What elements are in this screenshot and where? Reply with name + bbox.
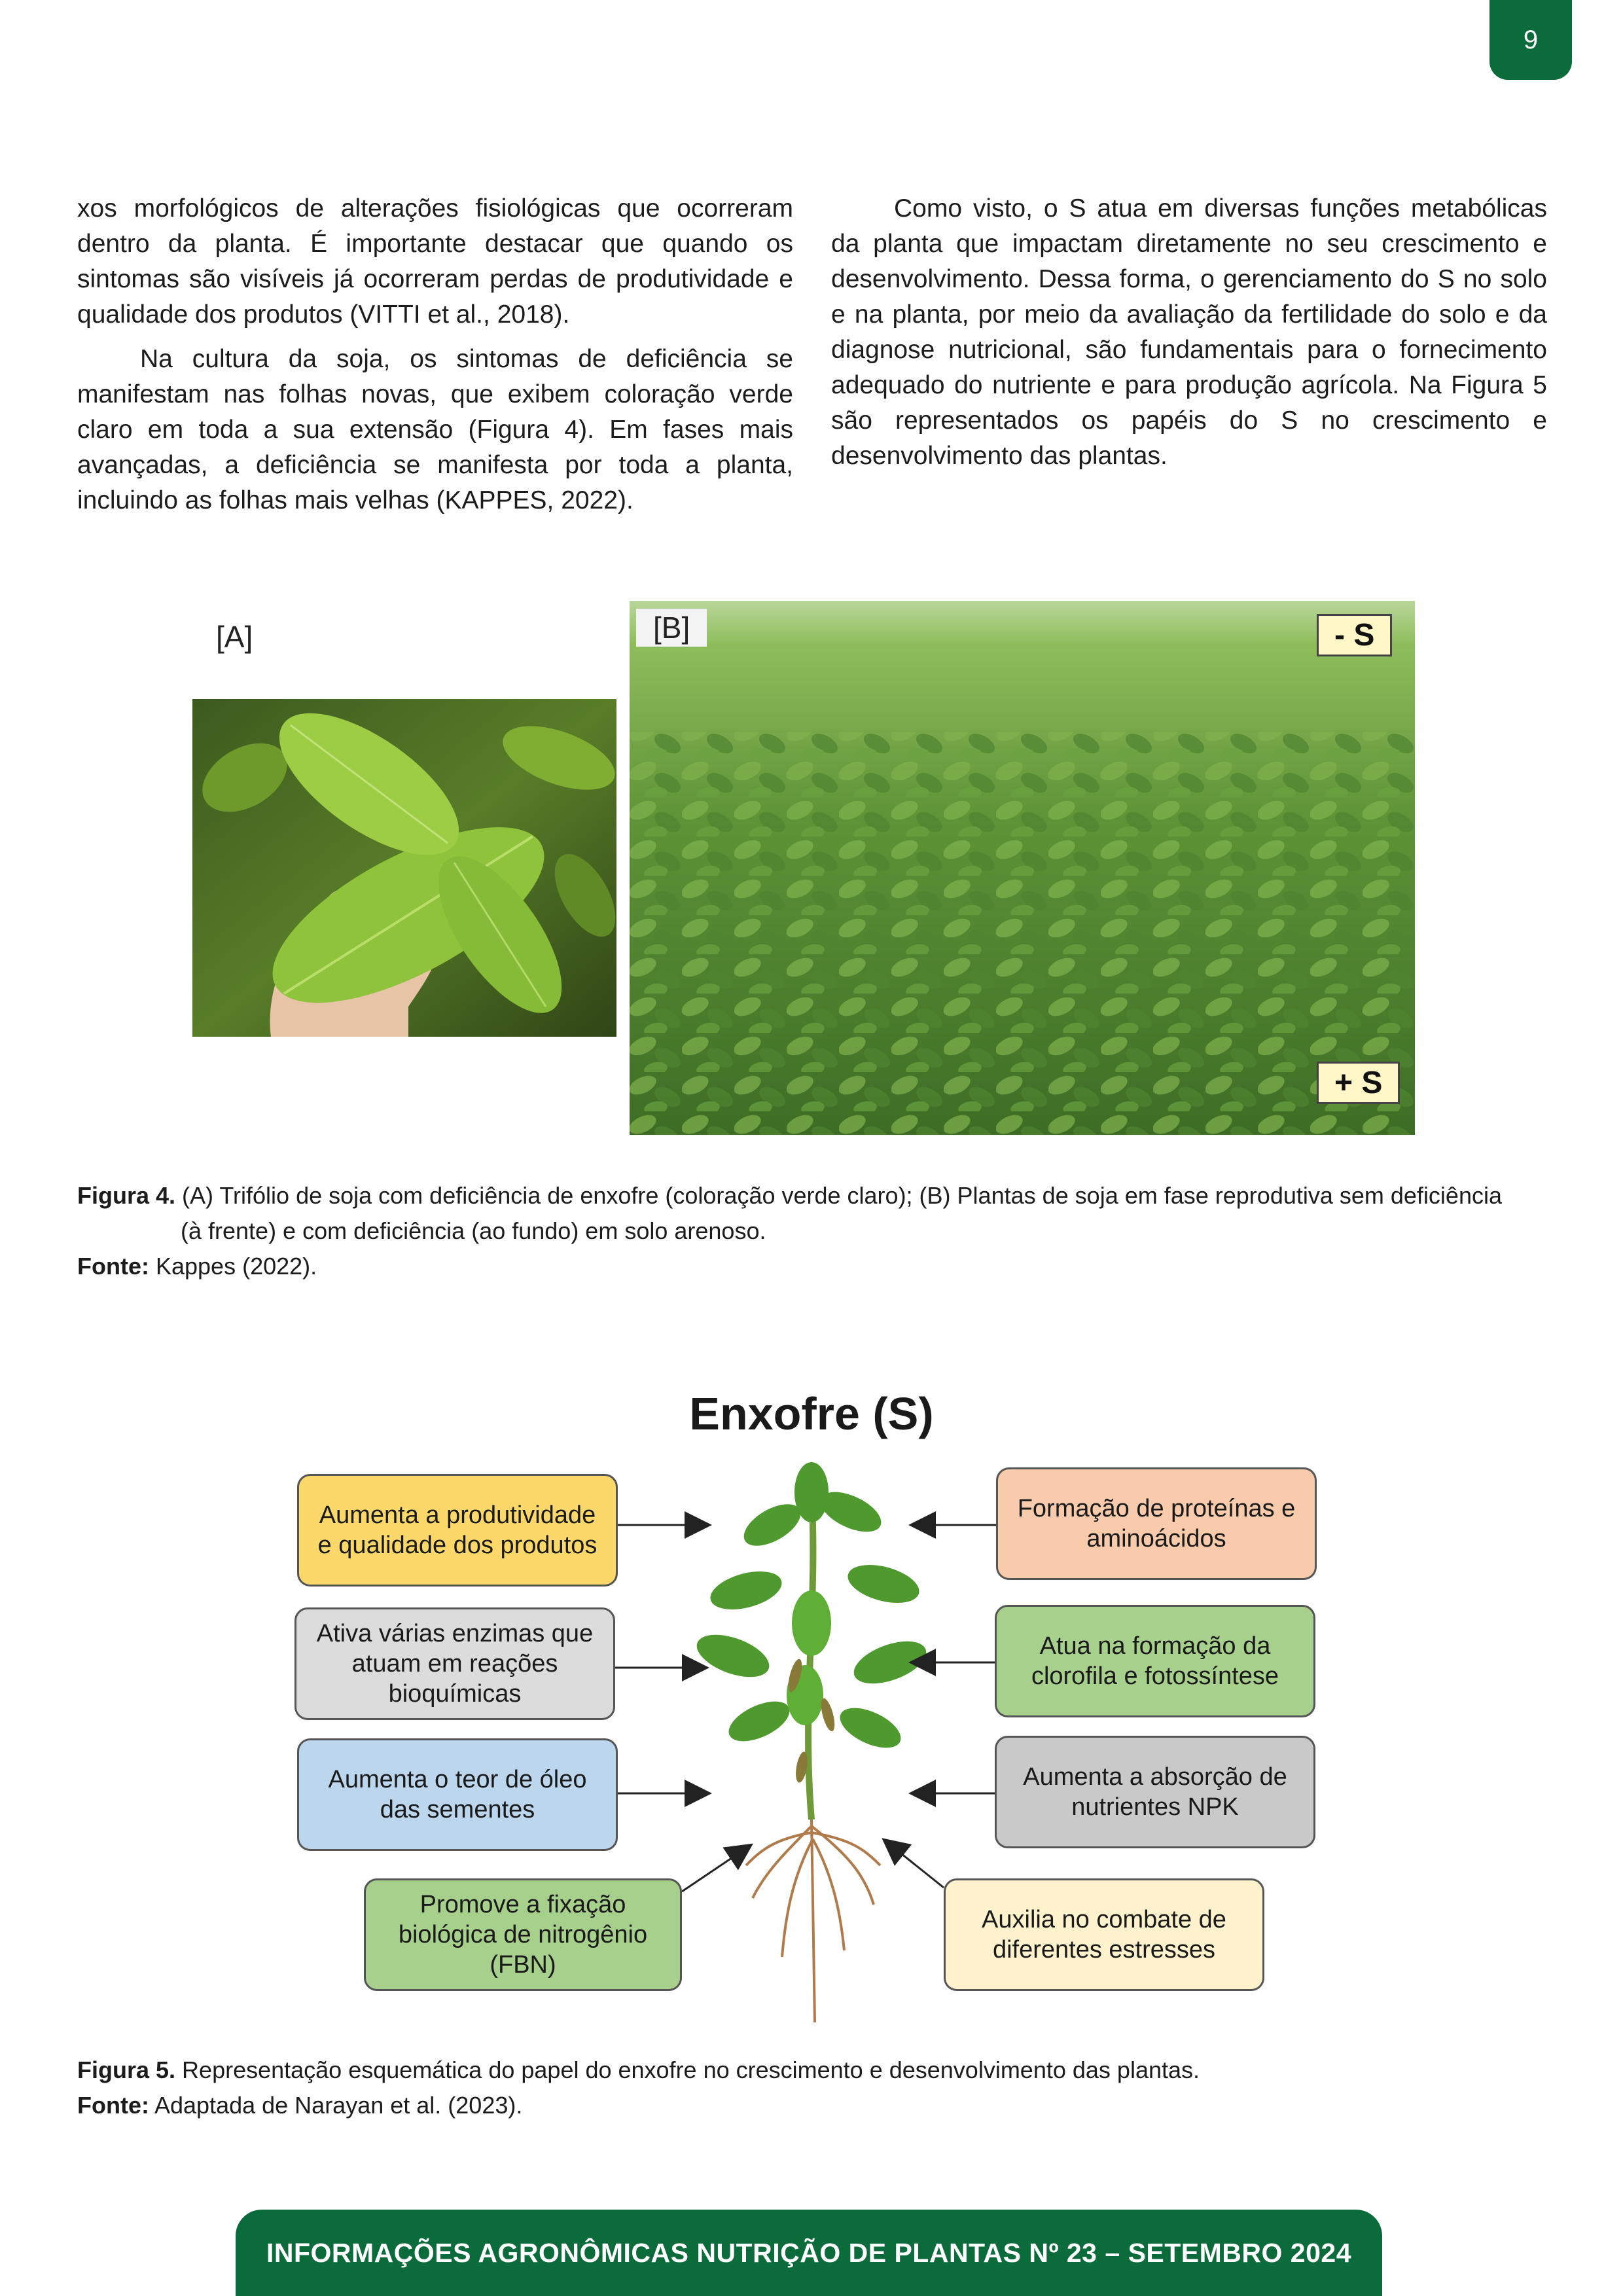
box-estresses: Auxilia no combate de diferentes estresses: [944, 1878, 1264, 1991]
source-label: Fonte:: [77, 2092, 149, 2119]
box-fbn: Promove a fixação biológica de nitrogênio (FBN): [364, 1878, 682, 1991]
tag-plus-s: + S: [1317, 1062, 1400, 1104]
figure4-label-b: [B]: [636, 609, 707, 647]
caption-text: (A) Trifólio de soja com deficiência de enxofre (coloração verde claro); (B) Plantas de soja em fase reprodutiva sem deficiência: [182, 1182, 1502, 1209]
caption-text: Representação esquemática do papel do enxofre no crescimento e desenvolvimento das plantas.: [182, 2056, 1200, 2083]
paragraph: Na cultura da soja, os sintomas de deficiência se manifestam nas folhas novas, que exibem coloração verde claro em toda a sua extensão (Figura 4). Em fases mais avançadas, a deficiência se manifesta por toda a planta, incluindo as folhas mais velhas (KAPPES, 2022).: [77, 345, 793, 514]
source-label: Fonte:: [77, 1253, 149, 1280]
footer-banner: INFORMAÇÕES AGRONÔMICAS NUTRIÇÃO DE PLANTAS Nº 23 – SETEMBRO 2024: [236, 2210, 1382, 2296]
box-produtividade: Aumenta a produtividade e qualidade dos produtos: [297, 1474, 618, 1587]
figure4-label-a: [A]: [216, 620, 253, 654]
box-oleo: Aumenta o teor de óleo das sementes: [297, 1738, 618, 1851]
source-text: Kappes (2022).: [155, 1253, 317, 1280]
source-text: Adaptada de Narayan et al. (2023).: [154, 2092, 523, 2119]
box-proteinas: Formação de proteínas e aminoácidos: [996, 1467, 1317, 1580]
page-number: 9: [1489, 0, 1572, 80]
paragraph: xos morfológicos de alterações fisiológicas que ocorreram dentro da planta. É importante destacar que quando os sintomas são visíveis já ocorreram perdas de produtividade e qualidade dos produtos (VITTI et al., 2018).: [77, 194, 793, 329]
tag-minus-s: - S: [1317, 614, 1392, 656]
caption-label: Figura 4.: [77, 1182, 176, 1209]
paragraph: Como visto, o S atua em diversas funções metabólicas da planta que impactam diretamente no seu crescimento e desenvolvimento. Dessa forma, o gerenciamento do S no solo e na planta, por meio da avaliação da fertilidade do solo e da diagnose nutricional, são fundamentais para o fornecimento adequado do nutriente e para produção agrícola. Na Figura 5 são representados os papéis do S no crescimento e desenvolvimento das plantas.: [831, 194, 1547, 470]
box-clorofila: Atua na formação da clorofila e fotossíntese: [995, 1605, 1315, 1717]
diagram-title: Enxofre (S): [689, 1388, 934, 1439]
figure5-caption: [77, 2053, 1550, 2123]
box-npk: Aumenta a absorção de nutrientes NPK: [995, 1736, 1315, 1848]
caption-label: Figura 5.: [77, 2056, 176, 2083]
caption-text-continued: (à frente) e com deficiência (ao fundo) em solo arenoso.: [181, 1217, 766, 1244]
box-enzimas: Ativa várias enzimas que atuam em reações bioquímicas: [294, 1607, 615, 1720]
